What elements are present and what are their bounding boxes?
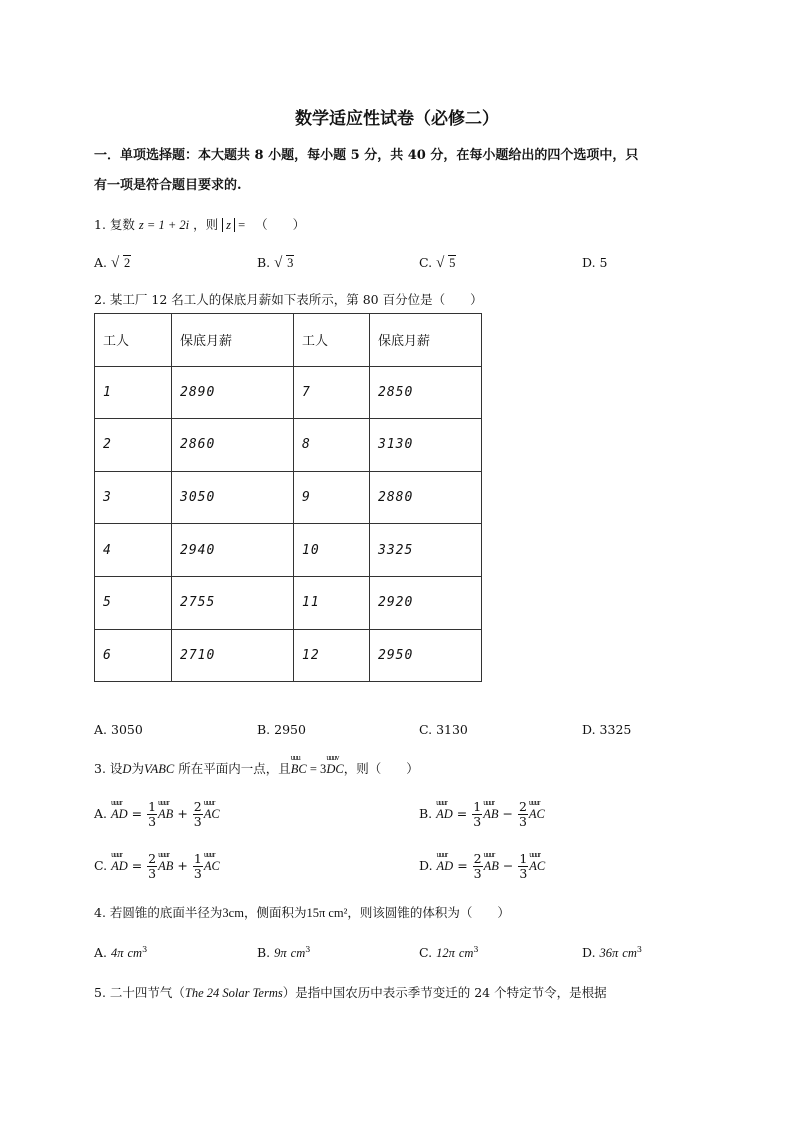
exponent: 3 [305,945,311,954]
table-cell: 12 [294,629,370,682]
option-label: C. [94,858,108,873]
table-cell: 2940 [172,524,294,577]
table-row [95,471,482,524]
option-value: 3325 [599,722,632,737]
sqrt-symbol [436,256,456,271]
question-1-stem [94,215,305,233]
denominator: 3 [518,814,527,829]
option-label: C. [419,255,433,270]
option-value: 5 [449,256,456,270]
table-cell: 2710 [172,629,294,682]
q4-option-b [257,945,310,961]
table-cell: 11 [294,576,370,629]
q1-option-a [94,255,131,271]
table-cell: 5 [95,576,172,629]
table-cell: 9 [294,471,370,524]
table-cell: 3325 [370,524,482,577]
option-label: C. [419,945,433,961]
vector-ab: uuur AB [158,807,173,822]
q4-option-c [419,945,479,961]
table-header-cell: 保底月薪 [370,314,482,367]
table-row [95,366,482,419]
option-label: A. [94,806,108,821]
table-cell: 2950 [370,629,482,682]
q3-text: ，则（ ） [343,761,419,776]
numerator: 2 [193,799,202,814]
option-label: D. [582,945,596,961]
option-value: 5 [599,255,608,270]
table-row [95,576,482,629]
table-cell: 3050 [172,471,294,524]
numerator: 2 [148,851,157,866]
q2-option-b [257,722,306,737]
fraction [193,852,203,881]
table-cell: 4 [95,524,172,577]
q2-option-c [419,722,468,737]
table-row [95,419,482,472]
question-4-stem [94,903,510,921]
q1-equals: = [234,218,246,232]
operator: − [502,858,514,873]
vector-ac: uuur AC [204,807,220,822]
q5-text: ）是指中国农历中表示季节变迁的 24 个特定节令，是根据 [282,985,607,1000]
option-label: D. [419,858,433,873]
exponent: 3 [142,945,148,954]
q4-text: ，则该圆锥的体积为（ ） [347,905,510,920]
table-cell: 2755 [172,576,294,629]
q1-blank: （ ） [255,217,306,232]
section-heading-line2: 有一项是符合题目要求的. [94,178,242,193]
unit: cm [127,946,143,961]
vector-dc: uuuv DC [326,762,343,777]
vector-ad: uuur AD [436,807,453,822]
table-cell: 2850 [370,366,482,419]
option-label: D. [582,255,596,270]
table-row [95,629,482,682]
vector-ac: uuur AC [204,859,220,874]
denominator: 3 [148,814,157,829]
table-cell: 6 [95,629,172,682]
q4-area: 15π cm² [306,906,348,920]
option-label: B. [257,722,271,737]
table-header-row [95,314,482,367]
q1-mid: ，则 [193,217,219,232]
option-value: 9π [274,946,287,961]
option-value: 2950 [274,722,306,737]
option-label: A. [94,722,108,737]
denominator: 3 [193,866,202,881]
option-label: B. [257,945,271,961]
denominator: 3 [148,866,157,881]
vector-ad: uuur AD [111,807,128,822]
q3-point: D [122,762,132,776]
page-title: 数学适应性试卷（必修二） [295,109,499,129]
q3-text: 3. 设 [94,761,123,776]
operator: − [502,806,513,821]
q3-option-d: D. uuur AD = $\frac{2}{3}$ uuur AB − $\frac{1}{3}$ uuur AC [419,852,545,881]
q4-radius: 3cm [222,906,244,920]
denominator: 3 [193,814,202,829]
option-value: 12π [436,946,455,961]
fraction [518,852,528,881]
numerator: 2 [473,851,482,866]
question-5-stem [94,983,607,1001]
vector-ab: uuur AB [483,807,498,822]
q3-option-b: B. uuur AD = $\frac{1}{3}$ uuur AB − $\frac{2}{3}$ uuur AC [419,800,545,829]
vector-ab: uuur AB [484,859,499,874]
denominator: 3 [473,814,482,829]
exponent: 3 [636,945,642,954]
denominator: 3 [473,866,482,881]
q2-option-a [94,722,143,737]
table-cell: 3 [95,471,172,524]
sqrt-symbol [111,256,131,271]
vector-ab: uuur AB [158,859,173,874]
table-cell: 2880 [370,471,482,524]
fraction [518,800,528,829]
unit: cm [622,946,637,961]
option-label: B. [257,255,271,270]
fraction [472,800,482,829]
vector-ac: uuur AC [529,807,545,822]
q4-option-a [94,945,147,961]
unit: cm [458,946,474,961]
table-header-cell: 工人 [95,314,172,367]
q3-text: 为 [131,761,144,776]
option-value: 4π [111,946,124,961]
option-label: A. [94,255,108,270]
q5-text: 5. 二十四节气（ [94,985,185,1000]
q1-prefix: 1. 复数 [94,217,135,232]
q1-option-c [419,255,456,271]
table-cell: 2920 [370,576,482,629]
unit: cm [290,946,306,961]
option-value: 3 [287,256,294,270]
table-cell: 1 [95,366,172,419]
numerator: 1 [148,799,157,814]
fraction [193,800,203,829]
table-cell: 2 [95,419,172,472]
option-value: 3130 [436,722,468,737]
table-cell: 7 [294,366,370,419]
option-label: B. [419,806,433,821]
table-cell: 2890 [172,366,294,419]
table-header-cell: 保底月薪 [172,314,294,367]
q2-option-d [582,722,631,737]
q3-triangle: VABC [143,762,175,776]
table-cell: 2860 [172,419,294,472]
q4-option-d [582,945,642,961]
vector-bc: uuu BC [291,762,307,777]
q3-option-c: C. uuur AD = $\frac{2}{3}$ uuur AB + $\frac{1}{3}$ uuur AC [94,852,220,881]
table-row [95,524,482,577]
option-value: 36π [599,946,619,961]
question-3-stem [94,759,419,777]
operator: + [177,806,188,821]
q1-expression: z = 1 + 2i [138,218,190,232]
q1-abs-value: z [222,218,235,232]
wage-table [94,313,482,682]
numerator: 2 [518,799,527,814]
numerator: 1 [193,851,202,866]
section-heading-line1: 一．单项选择题：本大题共 8 小题，每小题 5 分，共 40 分，在每小题给出的四个选项中，只 [94,148,639,163]
q4-text: ，侧面积为 [243,905,307,920]
fraction [147,800,157,829]
table-cell: 3130 [370,419,482,472]
vector-ad: uuur AD [111,859,128,874]
option-label: D. [582,722,596,737]
q4-text: 4. 若圆锥的底面半径为 [94,905,223,920]
option-value: 3050 [111,722,143,737]
vector-ad: uuur AD [437,859,454,874]
q3-equals: = 3 [306,762,327,776]
q1-option-b [257,255,294,271]
fraction [473,852,483,881]
option-label: C. [419,722,433,737]
operator: + [177,858,188,873]
fraction [147,852,157,881]
table-cell: 10 [294,524,370,577]
q1-option-d [582,255,608,270]
table-cell: 8 [294,419,370,472]
denominator: 3 [519,866,528,881]
sqrt-symbol [274,256,294,271]
q3-option-a: A. uuur AD = $\frac{1}{3}$ uuur AB + $\frac{2}{3}$ uuur AC [94,800,220,829]
exponent: 3 [473,945,479,954]
table-header-cell: 工人 [294,314,370,367]
numerator: 1 [519,851,528,866]
question-2-stem: 2. 某工厂 12 名工人的保底月薪如下表所示，第 80 百分位是（ ） [94,292,483,307]
numerator: 1 [473,799,482,814]
q5-english-term: The 24 Solar Terms [184,986,283,1000]
vector-ac: uuur AC [529,859,545,874]
q3-text: 所在平面内一点，且 [174,761,291,776]
option-label: A. [94,945,108,961]
option-value: 2 [124,256,131,270]
